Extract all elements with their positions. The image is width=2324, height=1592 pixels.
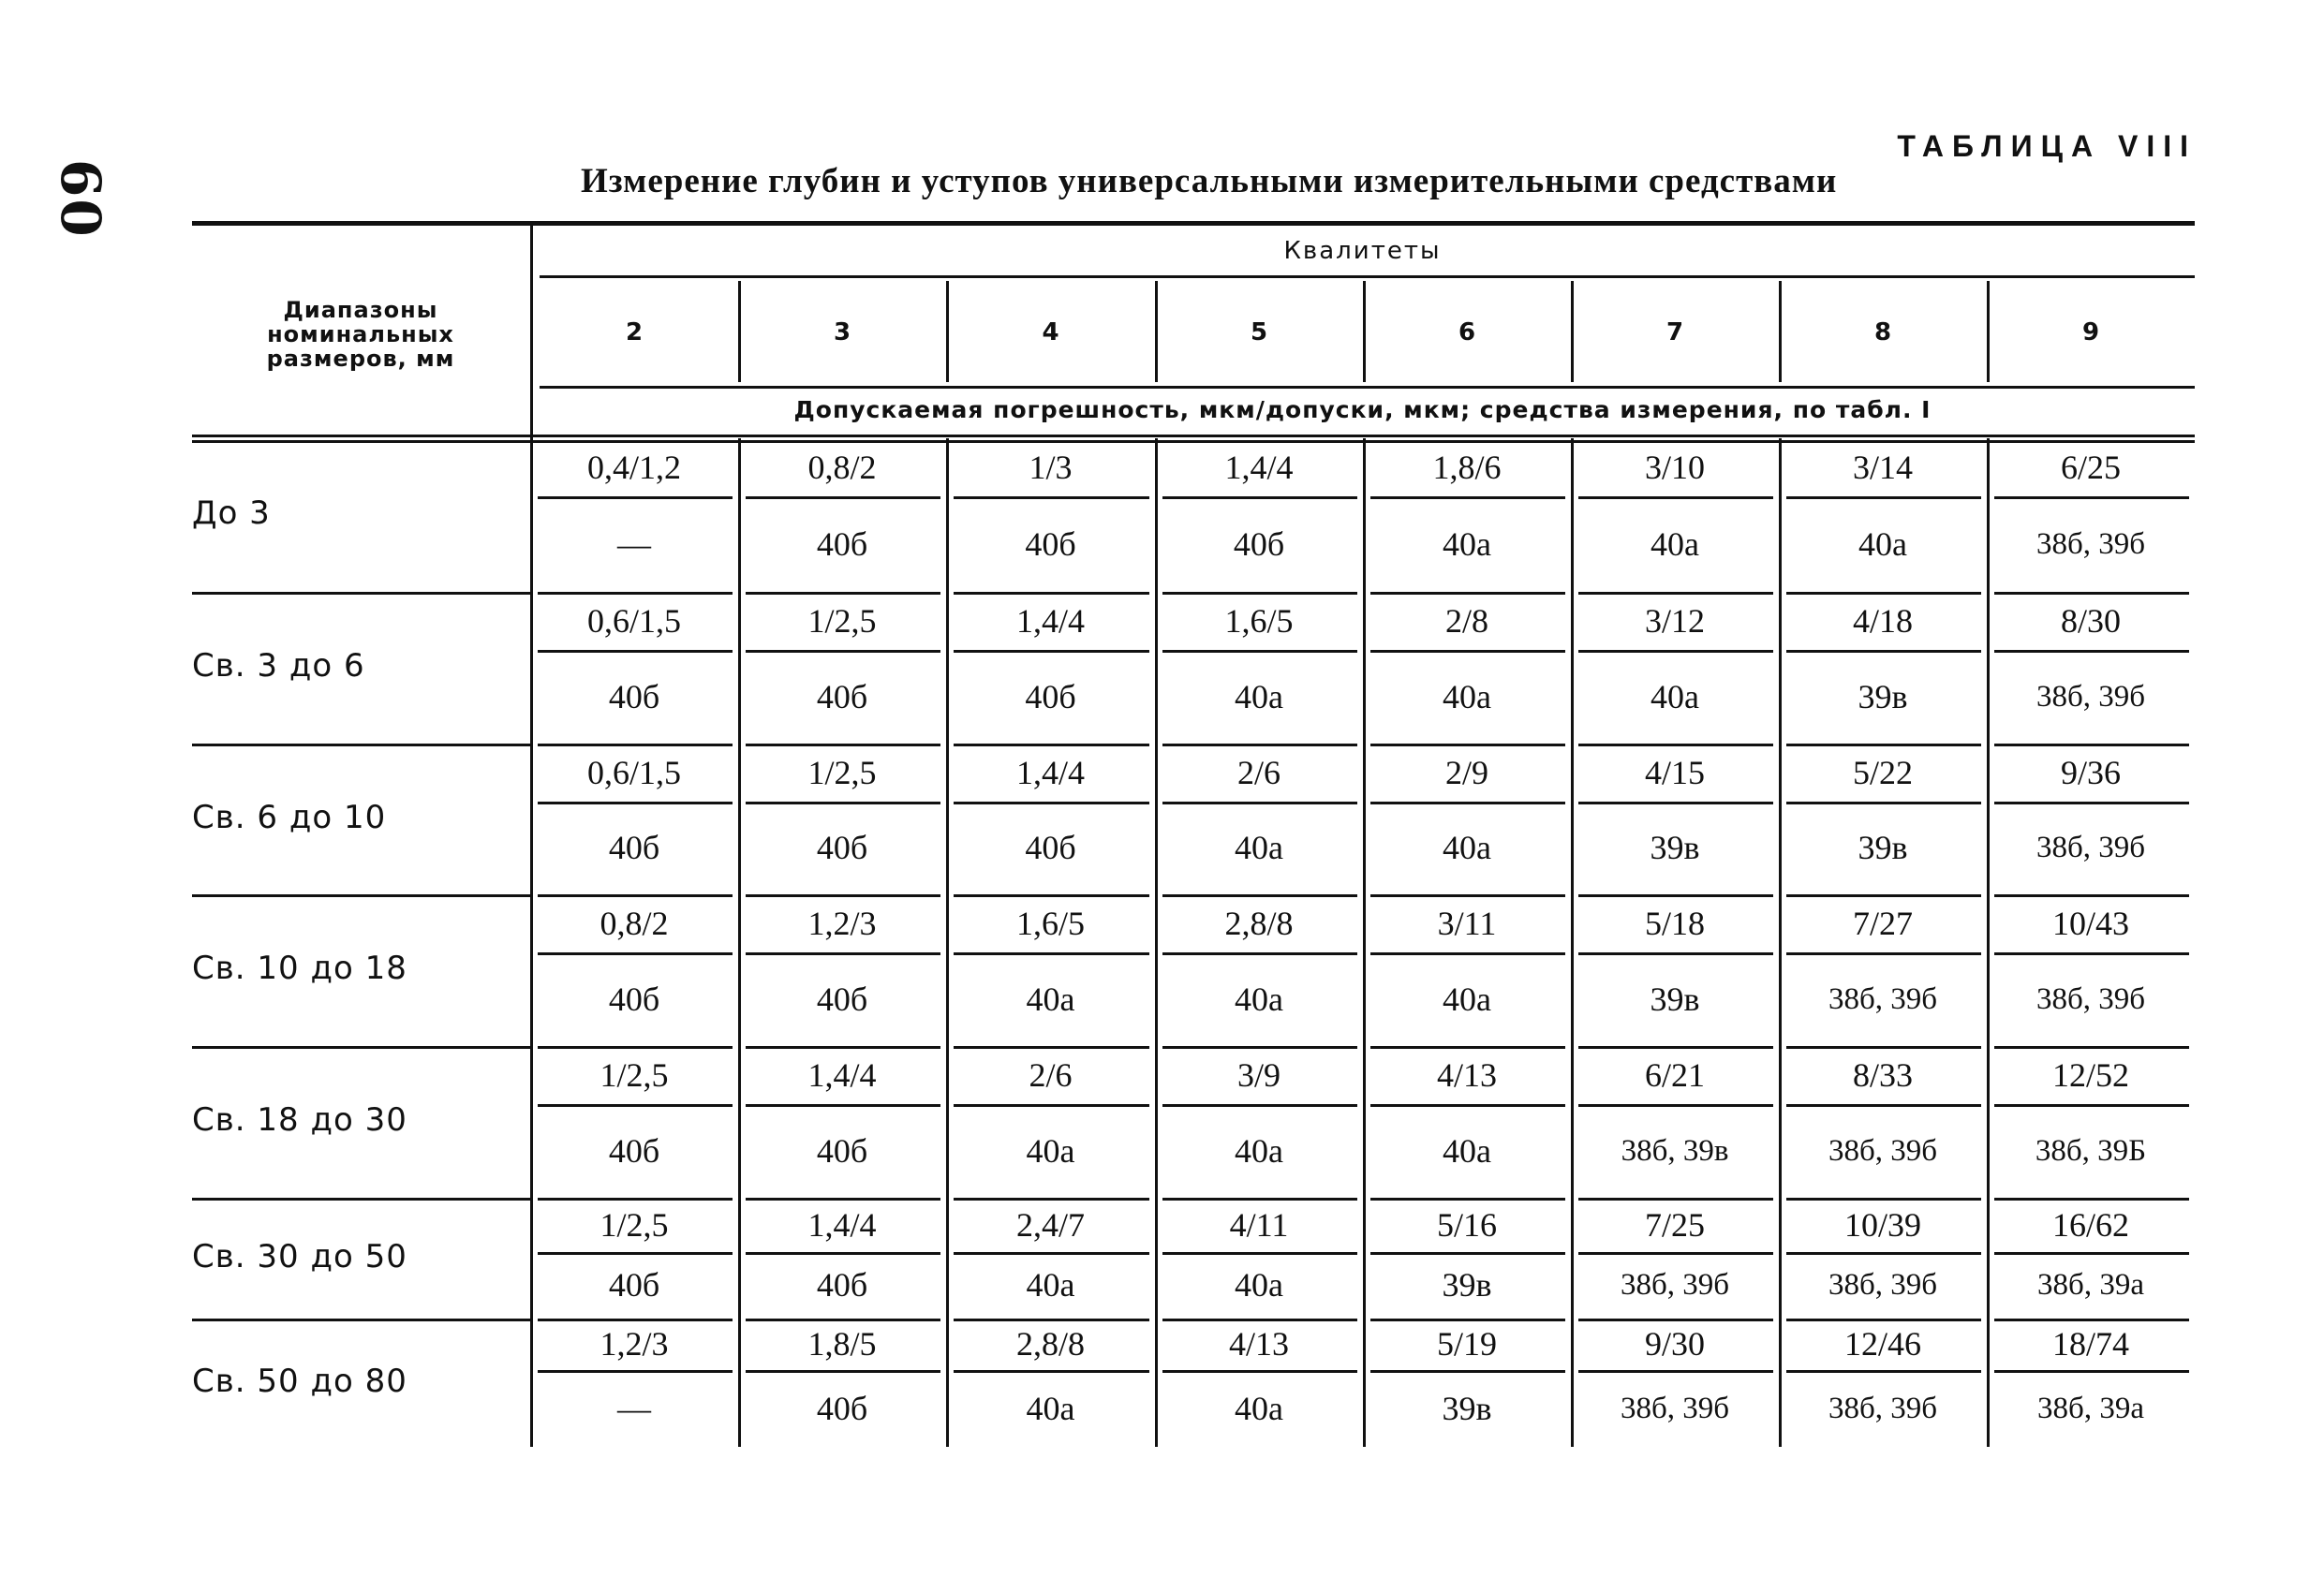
measure-means-cell: 38б, 39Б — [2035, 1134, 2147, 1168]
tolerance-cell: 1/3 — [1029, 449, 1073, 486]
tolerance-cell: 4/13 — [1228, 1325, 1289, 1363]
tolerance-cell: 3/10 — [1644, 449, 1705, 486]
measure-means-cell: 38б, 39а — [2037, 1392, 2144, 1425]
tolerance-cell: 5/16 — [1436, 1206, 1497, 1244]
measure-means-cell: 40а — [1443, 829, 1491, 866]
measure-means-cell: 38б, 39в — [1621, 1134, 1729, 1168]
tolerance-cell: 3/14 — [1852, 449, 1913, 486]
row-separator-label — [192, 894, 530, 897]
row-separator-label — [192, 1198, 530, 1201]
measure-means-cell: 40б — [816, 1390, 868, 1427]
row-label: Св. 30 до 50 — [192, 1237, 407, 1275]
measure-means-cell: 39в — [1650, 829, 1700, 866]
tolerance-cell: 1,4/4 — [1224, 449, 1294, 486]
tolerance-cell: 6/21 — [1644, 1056, 1705, 1094]
tolerance-cell: 1,6/5 — [1015, 905, 1085, 942]
measure-means-cell: 40б — [816, 1266, 868, 1304]
measure-means-cell: 38б, 39б — [2035, 982, 2146, 1016]
tolerance-cell: 12/46 — [1843, 1325, 1921, 1363]
measure-means-cell: 38б, 39б — [1828, 1268, 1938, 1302]
tolerance-cell: 1/2,5 — [600, 1056, 669, 1094]
tolerance-cell: 1,6/5 — [1224, 602, 1294, 640]
measure-means-cell: 38б, 39б — [1828, 1392, 1938, 1425]
measure-means-cell: 40а — [1026, 1132, 1075, 1170]
measure-means-cell: 40б — [816, 525, 868, 563]
ranges-header-line: размеров, мм — [266, 346, 455, 372]
tolerance-cell: 10/43 — [2051, 905, 2129, 942]
tolerance-cell: 7/25 — [1644, 1206, 1705, 1244]
measure-means-cell: 40а — [1235, 1390, 1283, 1427]
measure-means-cell: 40б — [1025, 525, 1076, 563]
measure-means-cell: 40а — [1235, 678, 1283, 715]
tolerance-cell: 2,4/7 — [1015, 1206, 1085, 1244]
table-top-rule — [192, 221, 2195, 226]
tolerance-cell: 5/22 — [1852, 754, 1913, 791]
grades-underline — [540, 386, 2195, 389]
grade-divider — [1779, 281, 1782, 382]
ranges-header — [206, 298, 515, 371]
row-separator-label — [192, 592, 530, 595]
measure-means-cell: 40а — [1650, 525, 1699, 563]
tolerance-cell: 0,8/2 — [807, 449, 877, 486]
row-label: Св. 50 до 80 — [192, 1362, 407, 1400]
grade-divider — [1155, 281, 1158, 382]
tolerance-cell: 3/12 — [1644, 602, 1705, 640]
measure-means-cell: 40а — [1235, 829, 1283, 866]
tolerance-cell: 2,8/8 — [1015, 1325, 1085, 1363]
tolerance-cell: 0,6/1,5 — [586, 602, 681, 640]
tolerance-cell: 6/25 — [2060, 449, 2121, 486]
measure-means-cell: 40а — [1026, 980, 1075, 1018]
measure-means-cell: 40б — [816, 1132, 868, 1170]
qualities-header: Квалитеты — [1283, 237, 1442, 265]
tolerance-cell: 5/18 — [1644, 905, 1705, 942]
qualities-underline — [540, 275, 2195, 278]
measure-means-cell: 40б — [608, 1132, 660, 1170]
grade-divider — [1571, 281, 1574, 382]
tolerance-cell: 3/11 — [1437, 905, 1497, 942]
measure-means-cell: 40а — [1443, 525, 1491, 563]
tolerance-cell: 4/15 — [1644, 754, 1705, 791]
measure-means-cell: 38б, 39б — [2035, 831, 2146, 864]
measure-means-cell: 38б, 39б — [1620, 1268, 1730, 1302]
tolerance-cell: 10/39 — [1843, 1206, 1921, 1244]
measure-means-cell: 39в — [1650, 980, 1700, 1018]
page-number: 60 — [49, 159, 112, 239]
tolerance-cell: 7/27 — [1852, 905, 1913, 942]
measure-means-cell: 39в — [1858, 678, 1908, 715]
measure-means-cell: 40б — [608, 678, 660, 715]
measure-means-cell: 40а — [1650, 678, 1699, 715]
grade-divider — [1363, 281, 1366, 382]
measure-means-cell: 40б — [608, 829, 660, 866]
grade-divider — [1987, 281, 1990, 382]
row-label: Св. 10 до 18 — [192, 950, 407, 987]
header-bottom-rule-1 — [192, 435, 2195, 437]
grade-divider — [738, 281, 741, 382]
measure-means-cell: 40а — [1443, 980, 1491, 1018]
measure-means-cell: 40а — [1858, 525, 1907, 563]
tolerance-cell: 5/19 — [1436, 1325, 1497, 1363]
tolerance-cell: 12/52 — [2051, 1056, 2129, 1094]
grade-divider — [946, 281, 949, 382]
row-label: Св. 18 до 30 — [192, 1101, 407, 1139]
measure-means-cell: — — [617, 1390, 651, 1427]
tolerance-cell: 1,4/4 — [1015, 602, 1085, 640]
tolerance-cell: 1,8/6 — [1432, 449, 1502, 486]
measure-means-cell: 40б — [1025, 678, 1076, 715]
measure-means-cell: 40б — [608, 980, 660, 1018]
tolerance-cell: 2/6 — [1236, 754, 1280, 791]
table-label: ТАБЛИЦА VIII — [1897, 129, 2197, 163]
row-separator-label — [192, 744, 530, 746]
measure-means-cell: 40а — [1026, 1390, 1075, 1427]
tolerance-cell: 9/30 — [1644, 1325, 1705, 1363]
grade-header: 8 — [1873, 318, 1892, 346]
measure-means-cell: 38б, 39б — [1620, 1392, 1730, 1425]
tolerance-cell: 16/62 — [2051, 1206, 2129, 1244]
measure-means-cell: 38б, 39б — [2035, 680, 2146, 714]
tolerance-cell: 0,8/2 — [600, 905, 669, 942]
row-label: Св. 3 до 6 — [192, 647, 365, 685]
grade-header: 5 — [1250, 318, 1268, 346]
measure-means-cell: 39в — [1442, 1266, 1492, 1304]
tolerance-cell: 0,4/1,2 — [586, 449, 681, 486]
measure-means-cell: 40б — [1233, 525, 1285, 563]
tolerance-cell: 4/18 — [1852, 602, 1913, 640]
tolerance-cell: 1,4/4 — [807, 1056, 877, 1094]
grade-header: 9 — [2081, 318, 2100, 346]
measure-means-cell: — — [617, 525, 651, 563]
measure-means-cell: 39в — [1858, 829, 1908, 866]
tolerance-cell: 1,8/5 — [807, 1325, 877, 1363]
measure-means-cell: 40б — [1025, 829, 1076, 866]
tolerance-cell: 2,8/8 — [1224, 905, 1294, 942]
measure-means-cell: 38б, 39б — [1828, 982, 1938, 1016]
tolerance-cell: 1/2,5 — [807, 602, 877, 640]
tolerance-cell: 2/9 — [1444, 754, 1488, 791]
measure-means-cell: 40б — [816, 980, 868, 1018]
measure-means-cell: 40б — [816, 829, 868, 866]
grade-header: 4 — [1042, 318, 1059, 346]
permissible-header: Допускаемая погрешность, мкм/допуски, мкм; средства измерения, по табл. I — [793, 396, 1932, 423]
grade-header: 7 — [1665, 318, 1684, 346]
tolerance-cell: 1/2,5 — [807, 754, 877, 791]
tolerance-cell: 8/30 — [2060, 602, 2121, 640]
ranges-header-line: номинальных — [267, 321, 454, 347]
tolerance-cell: 1,4/4 — [807, 1206, 877, 1244]
measure-means-cell: 40а — [1235, 980, 1283, 1018]
tolerance-cell: 18/74 — [2051, 1325, 2129, 1363]
measure-means-cell: 38б, 39б — [1828, 1134, 1938, 1168]
tolerance-cell: 1,4/4 — [1015, 754, 1085, 791]
tolerance-cell: 3/9 — [1236, 1056, 1280, 1094]
table-title: Измерение глубин и уступов универсальными измерительными средствами — [581, 162, 1838, 200]
tolerance-cell: 2/6 — [1029, 1056, 1073, 1094]
tolerance-cell: 1,2/3 — [807, 905, 877, 942]
measure-means-cell: 40а — [1235, 1266, 1283, 1304]
measure-means-cell: 40а — [1026, 1266, 1075, 1304]
row-separator-label — [192, 1046, 530, 1049]
grade-header: 6 — [1458, 318, 1476, 346]
row-label: До 3 — [192, 494, 271, 532]
measure-means-cell: 38б, 39б — [2035, 527, 2146, 561]
tolerance-cell: 1/2,5 — [600, 1206, 669, 1244]
measure-means-cell: 39в — [1442, 1390, 1492, 1427]
grade-header: 3 — [833, 318, 851, 346]
tolerance-cell: 1,2/3 — [600, 1325, 669, 1363]
tolerance-cell: 4/13 — [1436, 1056, 1497, 1094]
measure-means-cell: 40а — [1443, 1132, 1491, 1170]
tolerance-cell: 8/33 — [1852, 1056, 1913, 1094]
ranges-header-line: Диапазоны — [283, 297, 438, 323]
grade-header: 2 — [625, 318, 644, 346]
tolerance-cell: 2/8 — [1444, 602, 1488, 640]
measure-means-cell: 40а — [1443, 678, 1491, 715]
row-separator-label — [192, 1319, 530, 1321]
measure-means-cell: 40а — [1235, 1132, 1283, 1170]
row-label: Св. 6 до 10 — [192, 798, 387, 836]
tolerance-cell: 0,6/1,5 — [586, 754, 681, 791]
measure-means-cell: 40б — [816, 678, 868, 715]
tolerance-cell: 4/11 — [1229, 1206, 1289, 1244]
measure-means-cell: 40б — [608, 1266, 660, 1304]
measure-means-cell: 38б, 39а — [2037, 1268, 2144, 1302]
tolerance-cell: 9/36 — [2060, 754, 2121, 791]
